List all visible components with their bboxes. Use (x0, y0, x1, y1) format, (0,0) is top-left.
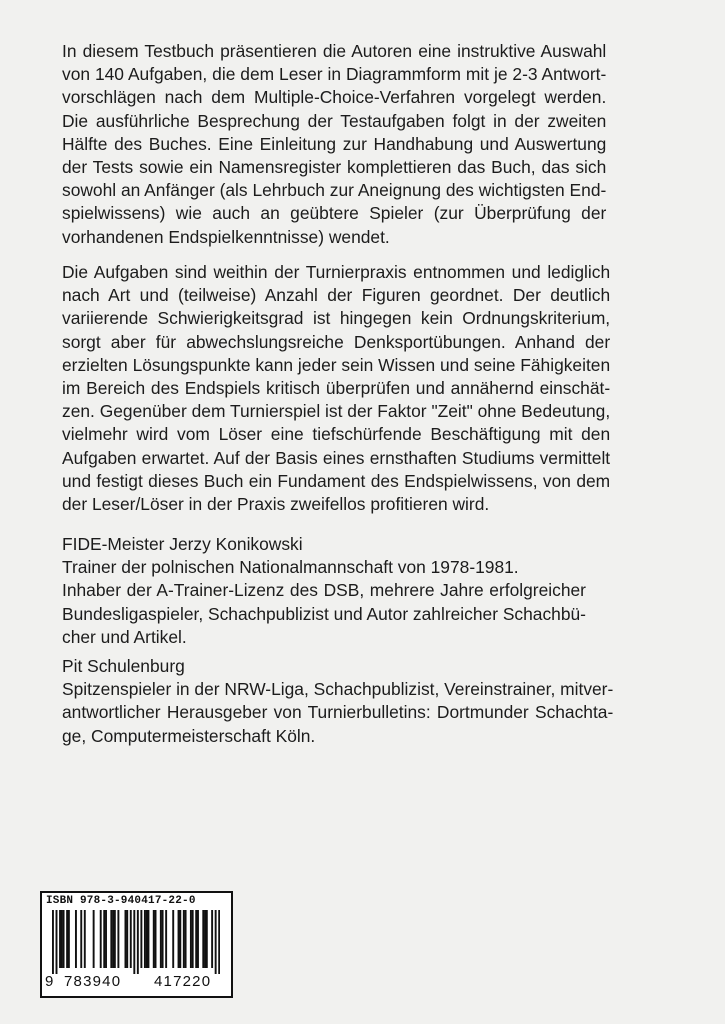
barcode-bar (165, 910, 167, 968)
text-line: im Bereich des Endspiels kritisch überprüfen und annähernd einschät- (62, 378, 611, 399)
text-line: antwortlicher Herausgeber von Turnierbulletins: Dortmunder Schachta- (62, 702, 614, 723)
barcode-bar (206, 910, 208, 968)
text-line: ge, Computermeisterschaft Köln. (62, 725, 316, 746)
text-line: Bundesligaspieler, Schachpublizist und Autor zahlreicher Schachbü- (62, 603, 586, 624)
barcode-bar (103, 910, 105, 968)
barcode-bar (84, 910, 86, 968)
barcode-bar (63, 910, 65, 968)
text-line: der Tests sowie ein Namensregister komplettieren das Buch, das sich (62, 157, 607, 178)
barcode-bar (197, 910, 199, 968)
barcode-bar (192, 910, 194, 968)
barcode-bar (218, 910, 220, 974)
text-line: der Leser/Löser in der Praxis zweifellos profitieren wird. (62, 494, 490, 515)
barcode-bar (68, 910, 70, 968)
barcode-bar (146, 910, 148, 968)
text-line: vielmehr wird vom Löser eine tiefschürfende Beschäftigung mit den (62, 424, 611, 445)
barcode-bar (155, 910, 157, 968)
text-line: erzielten Lösungspunkte kann jeder sein Wissen und seine Fähigkeiten (62, 354, 611, 375)
barcode-bar (178, 910, 180, 968)
barcode-bar (153, 910, 155, 968)
isbn-label: ISBN 978-3-940417-22-0 (46, 895, 196, 907)
text-line: Pit Schulenburg (62, 656, 185, 676)
text-line: nach Art und (teilweise) Anzahl der Figuren geordnet. Der deutlich (62, 285, 611, 306)
text-line: In diesem Testbuch präsentieren die Autoren eine instruktive Auswahl (62, 41, 607, 61)
barcode-bar (140, 910, 142, 968)
barcode-digits-right: 417220 (154, 973, 212, 990)
barcode-bar (110, 910, 112, 968)
barcode-bar (125, 910, 127, 968)
barcode-bar (105, 910, 107, 968)
barcode-bar (75, 910, 77, 968)
barcode-bar (114, 910, 116, 968)
barcode-bar (100, 910, 102, 968)
author-bio-konikowski (62, 533, 586, 649)
barcode-bar (195, 910, 197, 968)
barcode-bar (61, 910, 63, 968)
barcode-bar (160, 910, 162, 968)
text-line: sowohl an Anfänger (als Lehrbuch zur Aneignung des wichtigsten End- (62, 180, 607, 201)
barcode-bar (144, 910, 146, 968)
text-line: Spitzenspieler in der NRW-Liga, Schachpublizist, Vereinstrainer, mitver- (62, 679, 614, 700)
barcode-bar (126, 910, 128, 968)
barcode-bar (80, 910, 82, 968)
barcode-bar (130, 910, 132, 968)
blurb-paragraph-1 (62, 40, 606, 249)
barcode-digit-first: 9 (45, 973, 54, 990)
text-line: und festigt dieses Buch ein Fundament des Endspielwissens, von dem (62, 470, 611, 491)
barcode-bars (52, 910, 220, 974)
text-line: cher und Artikel. (62, 626, 187, 647)
barcode-bar (202, 910, 204, 968)
text-line: variierende Schwierigkeitsgrad ist hingegen kein Ordnungskriterium, (62, 308, 611, 329)
text-line: Hälfte des Buches. Eine Einleitung zur Handhabung und Auswertung (62, 133, 607, 154)
author-bio-schulenburg (62, 655, 613, 748)
barcode-bar (204, 910, 206, 968)
text-line: Die Aufgaben sind weithin der Turnierpraxis entnommen und lediglich (62, 262, 611, 282)
blurb-paragraph-2 (62, 261, 610, 516)
barcode-bar (183, 910, 185, 968)
barcode-bar (137, 910, 139, 974)
text-line: Inhaber der A-Trainer-Lizenz des DSB, mehrere Jahre erfolgreicher (62, 580, 586, 601)
text-line: sorgt aber für abwechslungsreiche Denksportübungen. Anhand der (62, 331, 611, 352)
text-line: spielwissens) wie auch an geübtere Spieler (zur Überprüfung der (62, 203, 607, 224)
barcode-bar (179, 910, 181, 968)
barcode-bar (112, 910, 114, 968)
isbn-barcode (40, 891, 233, 998)
text-line: vorschlägen nach dem Multiple-Choice-Verfahren vorgelegt werden. (62, 87, 607, 108)
text-line: zen. Gegenüber dem Turnierspiel ist der Faktor "Zeit" ohne Bedeutung, (62, 401, 611, 422)
barcode-bar (56, 910, 58, 974)
barcode-bar (172, 910, 174, 968)
barcode-bar (66, 910, 68, 968)
barcode-bar (190, 910, 192, 968)
barcode-bar (162, 910, 164, 968)
barcode-bar (117, 910, 119, 968)
barcode-digits-left: 783940 (64, 973, 122, 990)
barcode-bar (215, 910, 217, 974)
barcode-bar (93, 910, 95, 968)
text-line: FIDE-Meister Jerzy Konikowski (62, 534, 303, 554)
barcode-bar (185, 910, 187, 968)
barcode-bar (133, 910, 135, 974)
text-line: Aufgaben erwartet. Auf der Basis eines ernsthaften Studiums vermittelt (62, 447, 611, 468)
text-line: Die ausführliche Besprechung der Testaufgaben folgt in der zweiten (62, 110, 607, 131)
barcode-bar (147, 910, 149, 968)
barcode-bar (59, 910, 61, 968)
barcode-bar (211, 910, 213, 968)
barcode-bar (52, 910, 54, 974)
text-line: von 140 Aufgaben, die dem Leser in Diagrammform mit je 2-3 Antwort- (62, 64, 607, 85)
text-line: vorhandenen Endspielkenntnisse) wendet. (62, 226, 390, 247)
text-line: Trainer der polnischen Nationalmannschaft von 1978-1981. (62, 557, 519, 578)
